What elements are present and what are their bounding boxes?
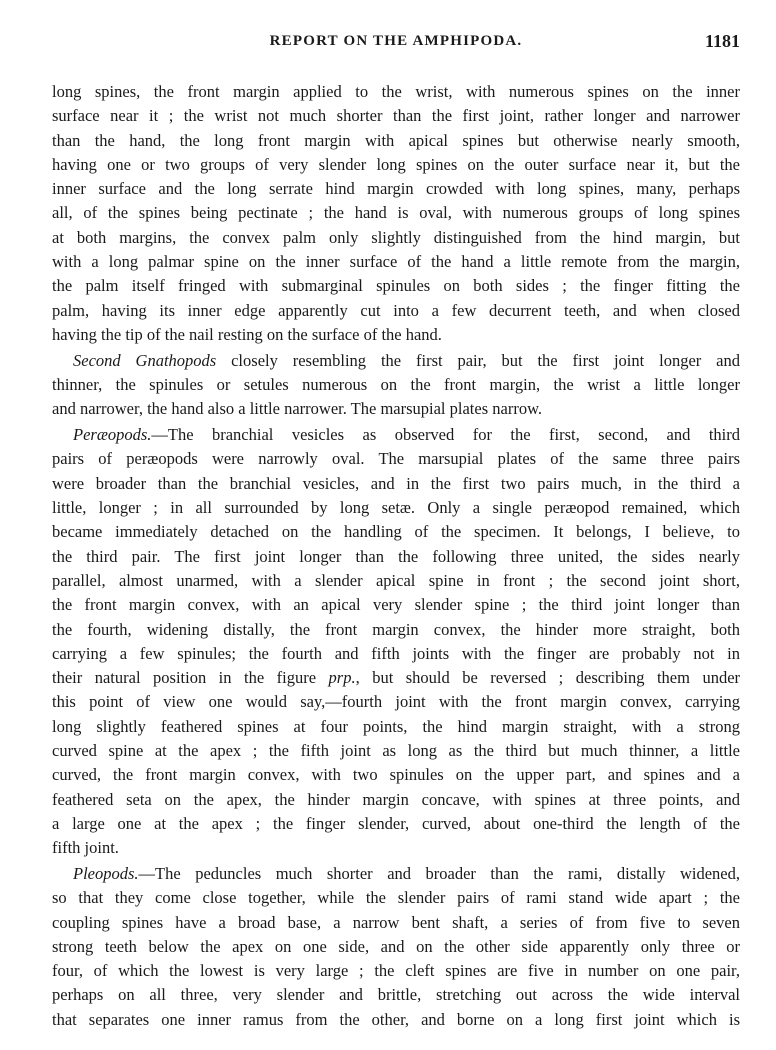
text-line: fifth joint.	[52, 838, 119, 858]
text-line: all, of the spines being pectinate ; the hand is oval, with numerous groups of long spines	[52, 203, 740, 223]
paragraph-pleopods	[52, 862, 740, 1032]
paragraph-second-gnathopods	[52, 349, 740, 422]
text-line: carrying a few spinules; the fourth and fifth joints with the finger are probably not in	[52, 643, 740, 663]
text-line: parallel, almost unarmed, with a slender apical spine in front ; the second joint short,	[52, 570, 740, 590]
text-line: having one or two groups of very slender long spines on the outer surface near it, but the	[52, 154, 740, 174]
text-line: curved spine at the apex ; the fifth joint as long as the third but much thinner, a little	[52, 741, 740, 761]
text-line: having the tip of the nail resting on the surface of the hand.	[52, 324, 442, 344]
text-line: this point of view one would say,—fourth joint with the front margin convex, carrying	[52, 692, 740, 712]
text-line: the fourth, widening distally, the front margin convex, the hinder more straight, both	[52, 619, 740, 639]
paragraph-peraeopods	[52, 423, 740, 860]
paragraph-first-gnathopod-continuation	[52, 80, 740, 347]
page-header	[52, 33, 740, 59]
text-line: strong teeth below the apex on one side, and on the other side apparently only three or	[52, 936, 740, 956]
section-lead: Pleopods.	[73, 864, 139, 883]
text-line: Second Gnathopods closely resembling the first pair, but the first joint longer and	[73, 350, 740, 370]
text-line: became immediately detached on the handling of the specimen. It belongs, I believe, to	[52, 522, 740, 542]
text-line: long slightly feathered spines at four points, the hind margin straight, with a strong	[52, 716, 740, 736]
text-line: feathered seta on the apex, the hinder margin concave, with spines at three points, and	[52, 789, 740, 809]
text-line: were broader than the branchial vesicles, and in the first two pairs much, in the third a	[52, 473, 740, 493]
text-line: perhaps on all three, very slender and brittle, stretching out across the wide interval	[52, 985, 740, 1005]
text-line: at both margins, the convex palm only slightly distinguished from the hind margin, but	[52, 227, 740, 247]
text-line: a large one at the apex ; the finger slender, curved, about one-third the length of the	[52, 813, 740, 833]
text-line: inner surface and the long serrate hind margin crowded with long spines, many, perhaps	[52, 179, 740, 199]
text-line: with a long palmar spine on the inner surface of the hand a little remote from the margin,	[52, 252, 740, 272]
text-line: that separates one inner ramus from the other, and borne on a long first joint which is	[52, 1009, 740, 1029]
text-line: long spines, the front margin applied to the wrist, with numerous spines on the inner	[52, 82, 740, 101]
page-number: 1181	[704, 31, 740, 51]
text-line: little, longer ; in all surrounded by long setæ. Only a single peræopod remained, which	[52, 498, 740, 518]
text-line: than the hand, the long front margin with apical spines but otherwise nearly smooth,	[52, 130, 740, 150]
text-line: coupling spines have a broad base, a narrow bent shaft, a series of from five to seven	[52, 912, 740, 932]
text-line: surface near it ; the wrist not much shorter than the first joint, rather longer and narrower	[52, 106, 740, 126]
text-line: thinner, the spinules or setules numerous on the front margin, the wrist a little longer	[52, 375, 740, 395]
section-lead: Second Gnathopods	[73, 350, 217, 370]
text-line: the palm itself fringed with submarginal spinules on both sides ; the finger fitting the	[52, 276, 740, 296]
text-line: the front margin convex, with an apical very slender spine ; the third joint longer than	[52, 595, 740, 615]
text-line: four, of which the lowest is very large ; the cleft spines are five in number on one pair,	[52, 961, 740, 981]
text-line: and narrower, the hand also a little narrower. The marsupial plates narrow.	[52, 399, 543, 419]
figure-reference: prp.	[328, 668, 356, 688]
text-line: pairs of peræopods were narrowly oval. The marsupial plates of the same three pairs	[52, 449, 740, 469]
text-line: curved, the front margin convex, with two spinules on the upper part, and spines and a	[52, 765, 740, 785]
text-line: the third pair. The first joint longer than the following three united, the sides nearly	[52, 546, 740, 566]
text-line: so that they come close together, while the slender pairs of rami stand wide apart ; the	[52, 888, 740, 908]
text-line: Peræopods.—The branchial vesicles as observed for the first, second, and third	[73, 425, 740, 445]
running-head: REPORT ON THE AMPHIPODA.	[269, 33, 523, 49]
body-text	[52, 80, 740, 1032]
text-line: their natural position in the figure prp., but should be reversed ; describing them under	[52, 668, 741, 688]
text-line: palm, having its inner edge apparently cut into a few decurrent teeth, and when closed	[52, 300, 740, 320]
section-lead: Peræopods.	[73, 425, 152, 445]
text-line: Pleopods.—The peduncles much shorter and broader than the rami, distally widened,	[73, 864, 740, 883]
